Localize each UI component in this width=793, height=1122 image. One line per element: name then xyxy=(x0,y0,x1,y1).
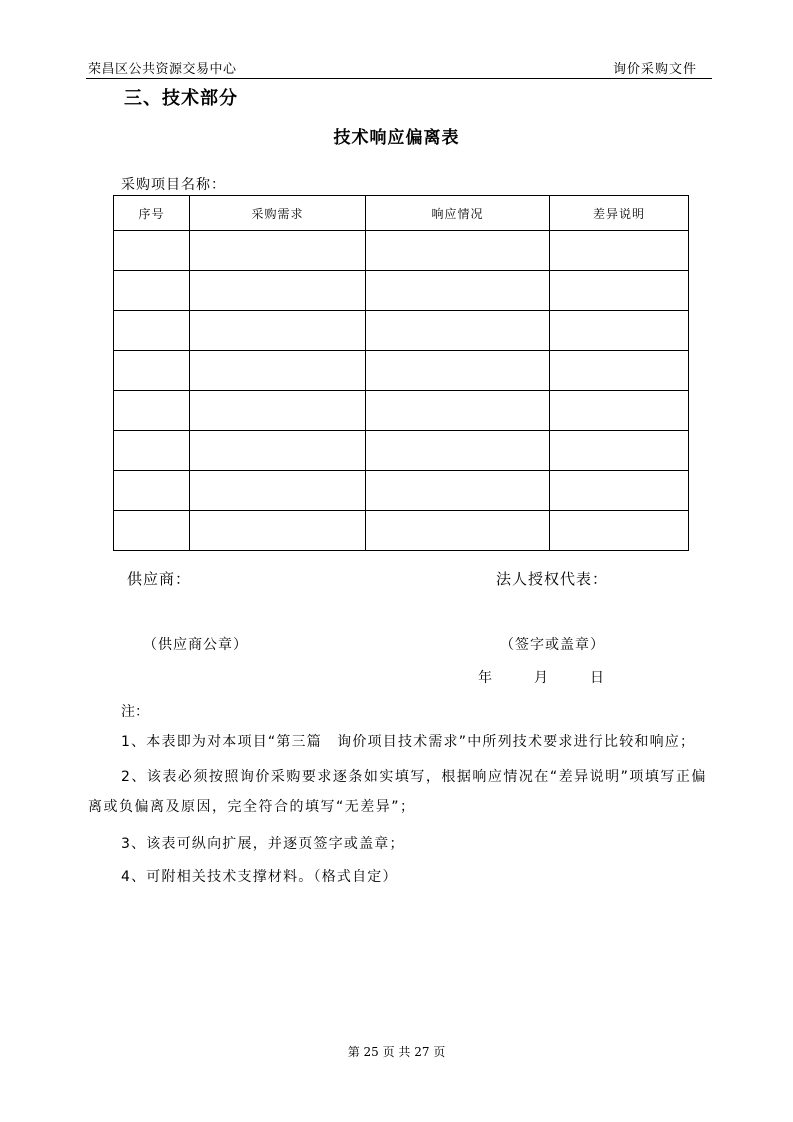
table-cell xyxy=(366,311,550,351)
table-cell xyxy=(550,351,689,391)
table-cell xyxy=(190,351,366,391)
section-title: 三、技术部分 xyxy=(124,88,238,109)
column-header-response: 响应情况 xyxy=(366,196,550,231)
month-label: 月 xyxy=(534,670,548,686)
table-cell xyxy=(550,311,689,351)
note-item: 4、可附相关技术支撑材料。（格式自定） xyxy=(121,869,398,885)
table-cell xyxy=(550,231,689,271)
table-cell xyxy=(550,271,689,311)
year-label: 年 xyxy=(478,670,492,686)
seal-note: （供应商公章） xyxy=(143,637,248,653)
table-cell xyxy=(366,271,550,311)
note-item: 1、本表即为对本项目“第三篇 询价项目技术需求”中所列技术要求进行比较和响应； xyxy=(121,734,696,750)
table-cell xyxy=(114,271,190,311)
header-left: 荣昌区公共资源交易中心 xyxy=(88,62,237,77)
table-cell xyxy=(114,391,190,431)
table-cell xyxy=(190,231,366,271)
table-row xyxy=(114,511,689,551)
note-item: 3、该表可纵向扩展，并逐页签字或盖章； xyxy=(121,836,405,852)
column-header-index: 序号 xyxy=(114,196,190,231)
table-cell xyxy=(366,431,550,471)
table-cell xyxy=(190,311,366,351)
day-label: 日 xyxy=(590,670,604,686)
table-cell xyxy=(114,471,190,511)
table-cell xyxy=(190,431,366,471)
table-cell xyxy=(550,511,689,551)
page-footer: 第 25 页 共 27 页 xyxy=(347,1045,446,1059)
project-name-label: 采购项目名称： xyxy=(121,177,226,193)
table-cell xyxy=(366,391,550,431)
table-cell xyxy=(550,471,689,511)
table-title: 技术响应偏离表 xyxy=(333,128,460,148)
table-cell xyxy=(190,511,366,551)
notes-label: 注： xyxy=(121,704,149,720)
table-cell xyxy=(550,431,689,471)
header-right: 询价采购文件 xyxy=(612,62,697,77)
header-rule xyxy=(86,78,712,79)
table-row xyxy=(114,431,689,471)
table-cell xyxy=(114,351,190,391)
table-row xyxy=(114,231,689,271)
table-cell xyxy=(114,431,190,471)
table-cell xyxy=(366,511,550,551)
table-cell xyxy=(114,311,190,351)
column-header-difference: 差异说明 xyxy=(550,196,689,231)
table-row xyxy=(114,271,689,311)
legal-rep-label: 法人授权代表： xyxy=(496,570,609,588)
deviation-table xyxy=(113,195,689,551)
table-row xyxy=(114,471,689,511)
table-cell xyxy=(190,271,366,311)
sign-note: （签字或盖章） xyxy=(500,637,605,653)
table-row xyxy=(114,391,689,431)
table-body xyxy=(114,231,689,551)
table-cell xyxy=(190,471,366,511)
table-row xyxy=(114,311,689,351)
table-row xyxy=(114,351,689,391)
table-cell xyxy=(366,351,550,391)
table-cell xyxy=(366,231,550,271)
table-cell xyxy=(114,231,190,271)
table-header-row xyxy=(114,196,689,231)
table-cell xyxy=(190,391,366,431)
table-cell xyxy=(114,511,190,551)
supplier-label: 供应商： xyxy=(127,570,192,588)
table-cell xyxy=(550,391,689,431)
note-item: 2、该表必须按照询价采购要求逐条如实填写，根据响应情况在“差异说明”项填写正偏离或负偏离及原因，完全符合的填写“无差异”； xyxy=(88,769,707,815)
column-header-requirement: 采购需求 xyxy=(190,196,366,231)
table-cell xyxy=(366,471,550,511)
